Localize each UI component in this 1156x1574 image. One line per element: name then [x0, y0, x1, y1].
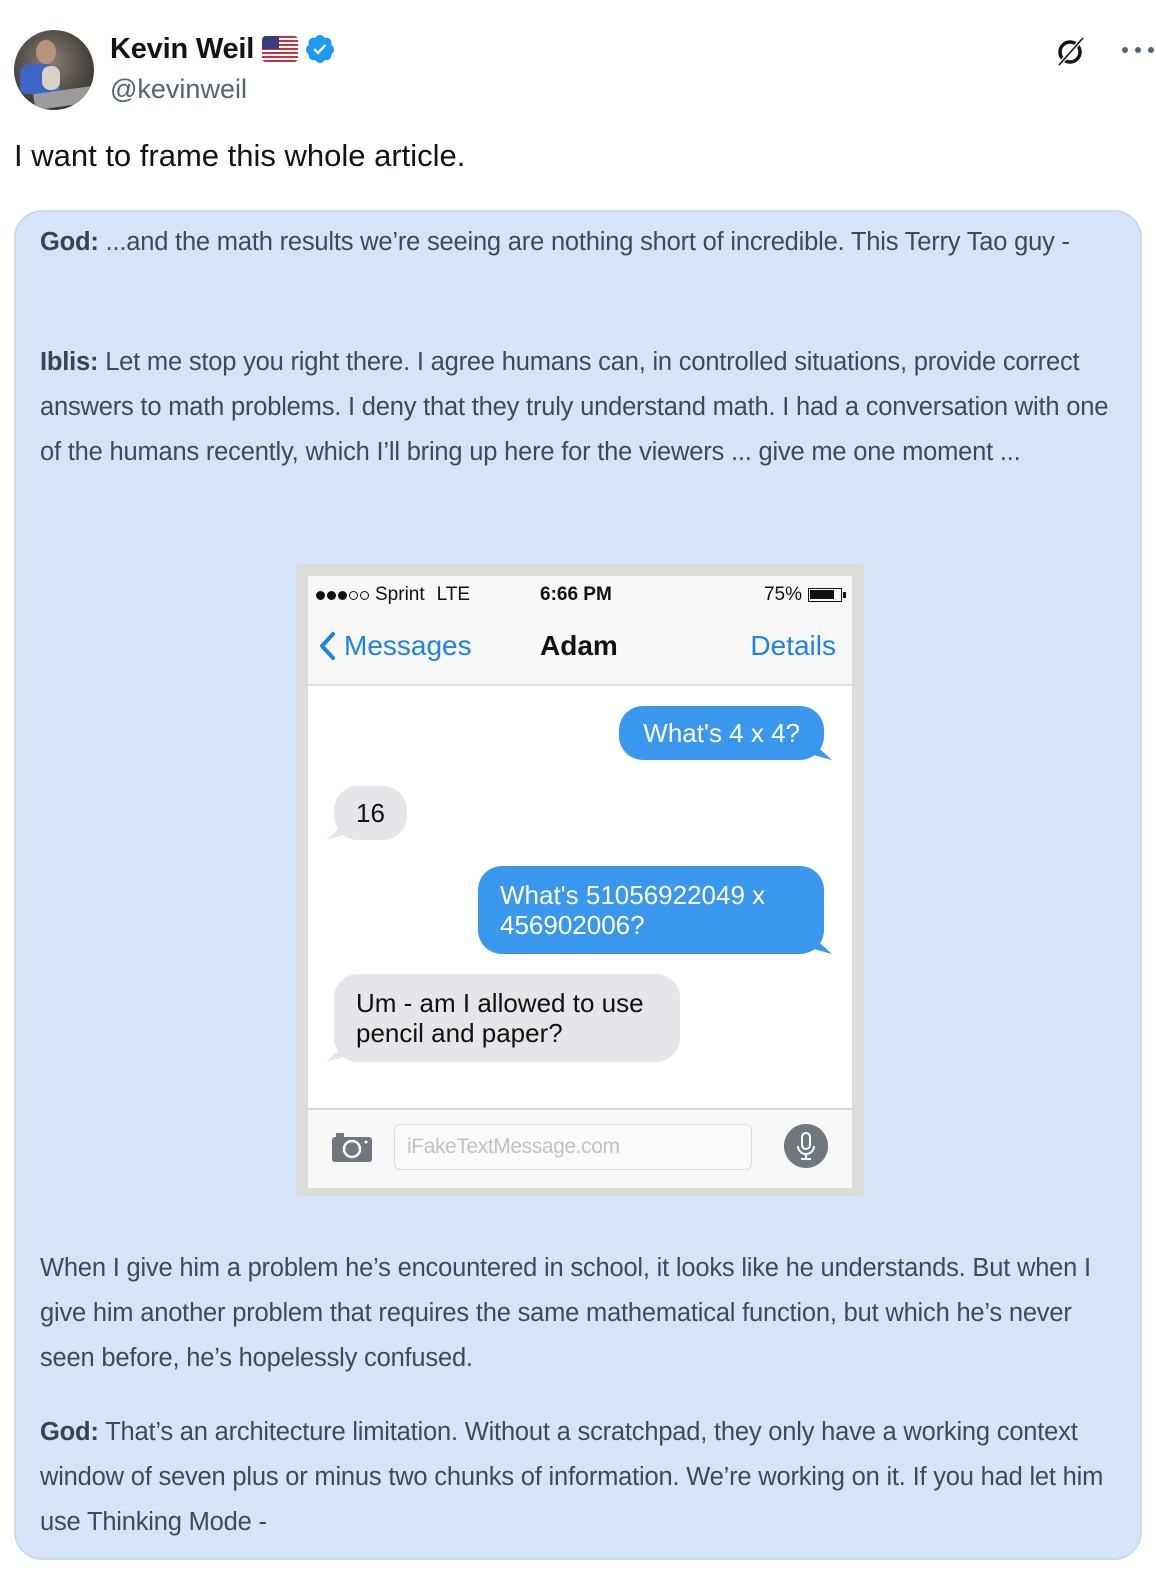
speaker-label: God:	[40, 228, 99, 256]
microphone-icon[interactable]	[784, 1124, 828, 1168]
author-handle[interactable]: @kevinweil	[110, 74, 247, 104]
paragraph-text: ...and the math results we’re seeing are nothing short of incredible. This Terry Tao guy -	[98, 228, 1070, 256]
speaker-label: Iblis:	[40, 348, 99, 376]
message-text-field[interactable]: iFakeTextMessage.com	[394, 1124, 752, 1170]
more-options-icon[interactable]	[1122, 44, 1154, 56]
details-button[interactable]: Details	[750, 630, 836, 661]
battery-percent: 75%	[763, 584, 802, 605]
signal-strength-icon	[316, 591, 369, 600]
battery-icon	[808, 588, 842, 602]
article-paragraph	[40, 220, 1120, 265]
article-paragraph	[40, 1410, 1120, 1545]
outgoing-message	[619, 706, 824, 760]
imessage-screenshot	[296, 564, 864, 1196]
speaker-label: God:	[40, 1418, 99, 1446]
avatar[interactable]	[14, 30, 94, 110]
status-time: 6:66 PM	[540, 584, 612, 605]
message-text: 16	[356, 798, 385, 828]
message-text: What's 51056922049 x 456902006?	[500, 880, 766, 940]
back-button[interactable]	[318, 630, 472, 662]
display-name[interactable]: Kevin Weil	[110, 32, 255, 65]
message-text: What's 4 x 4?	[643, 718, 800, 748]
camera-icon[interactable]	[332, 1132, 372, 1162]
incoming-message	[334, 786, 407, 840]
back-label: Messages	[344, 630, 472, 661]
quoted-article-card[interactable]	[14, 210, 1142, 1560]
author-name-row	[110, 32, 336, 66]
contact-name: Adam	[540, 630, 618, 661]
us-flag-icon	[262, 36, 298, 62]
network-type: LTE	[436, 584, 471, 605]
article-paragraph	[40, 340, 1120, 475]
article-paragraph	[40, 1246, 1120, 1381]
tweet-header	[14, 30, 1144, 110]
paragraph-text: When I give him a problem he’s encountered in school, it looks like he understands. But when I give him another problem that requires the same mathematical function, but which he’s never seen before, he’s hopelessly confused.	[40, 1254, 1091, 1372]
messages-nav-bar	[308, 610, 852, 686]
incoming-message	[334, 974, 680, 1062]
message-text: Um - am I allowed to use pencil and paper?	[356, 988, 644, 1048]
carrier: Sprint	[375, 584, 425, 605]
message-input-bar	[308, 1108, 852, 1188]
tweet-text: I want to frame this whole article.	[14, 138, 466, 173]
grok-icon[interactable]	[1054, 34, 1088, 68]
paragraph-text: That’s an architecture limitation. Without a scratchpad, they only have a working context window of seven plus or minus two chunks of information. We’re working on it. If you had let him use Thinking Mode -	[40, 1418, 1104, 1536]
verified-badge-icon[interactable]	[304, 33, 336, 65]
phone-status-bar	[308, 576, 852, 610]
outgoing-message	[478, 866, 824, 954]
chevron-left-icon	[318, 631, 336, 661]
paragraph-text: Let me stop you right there. I agree humans can, in controlled situations, provide correct answers to math problems. I deny that they truly understand math. I had a conversation with one of the humans recently, which I’ll bring up here for the viewers ... give me one moment ...	[40, 348, 1109, 466]
